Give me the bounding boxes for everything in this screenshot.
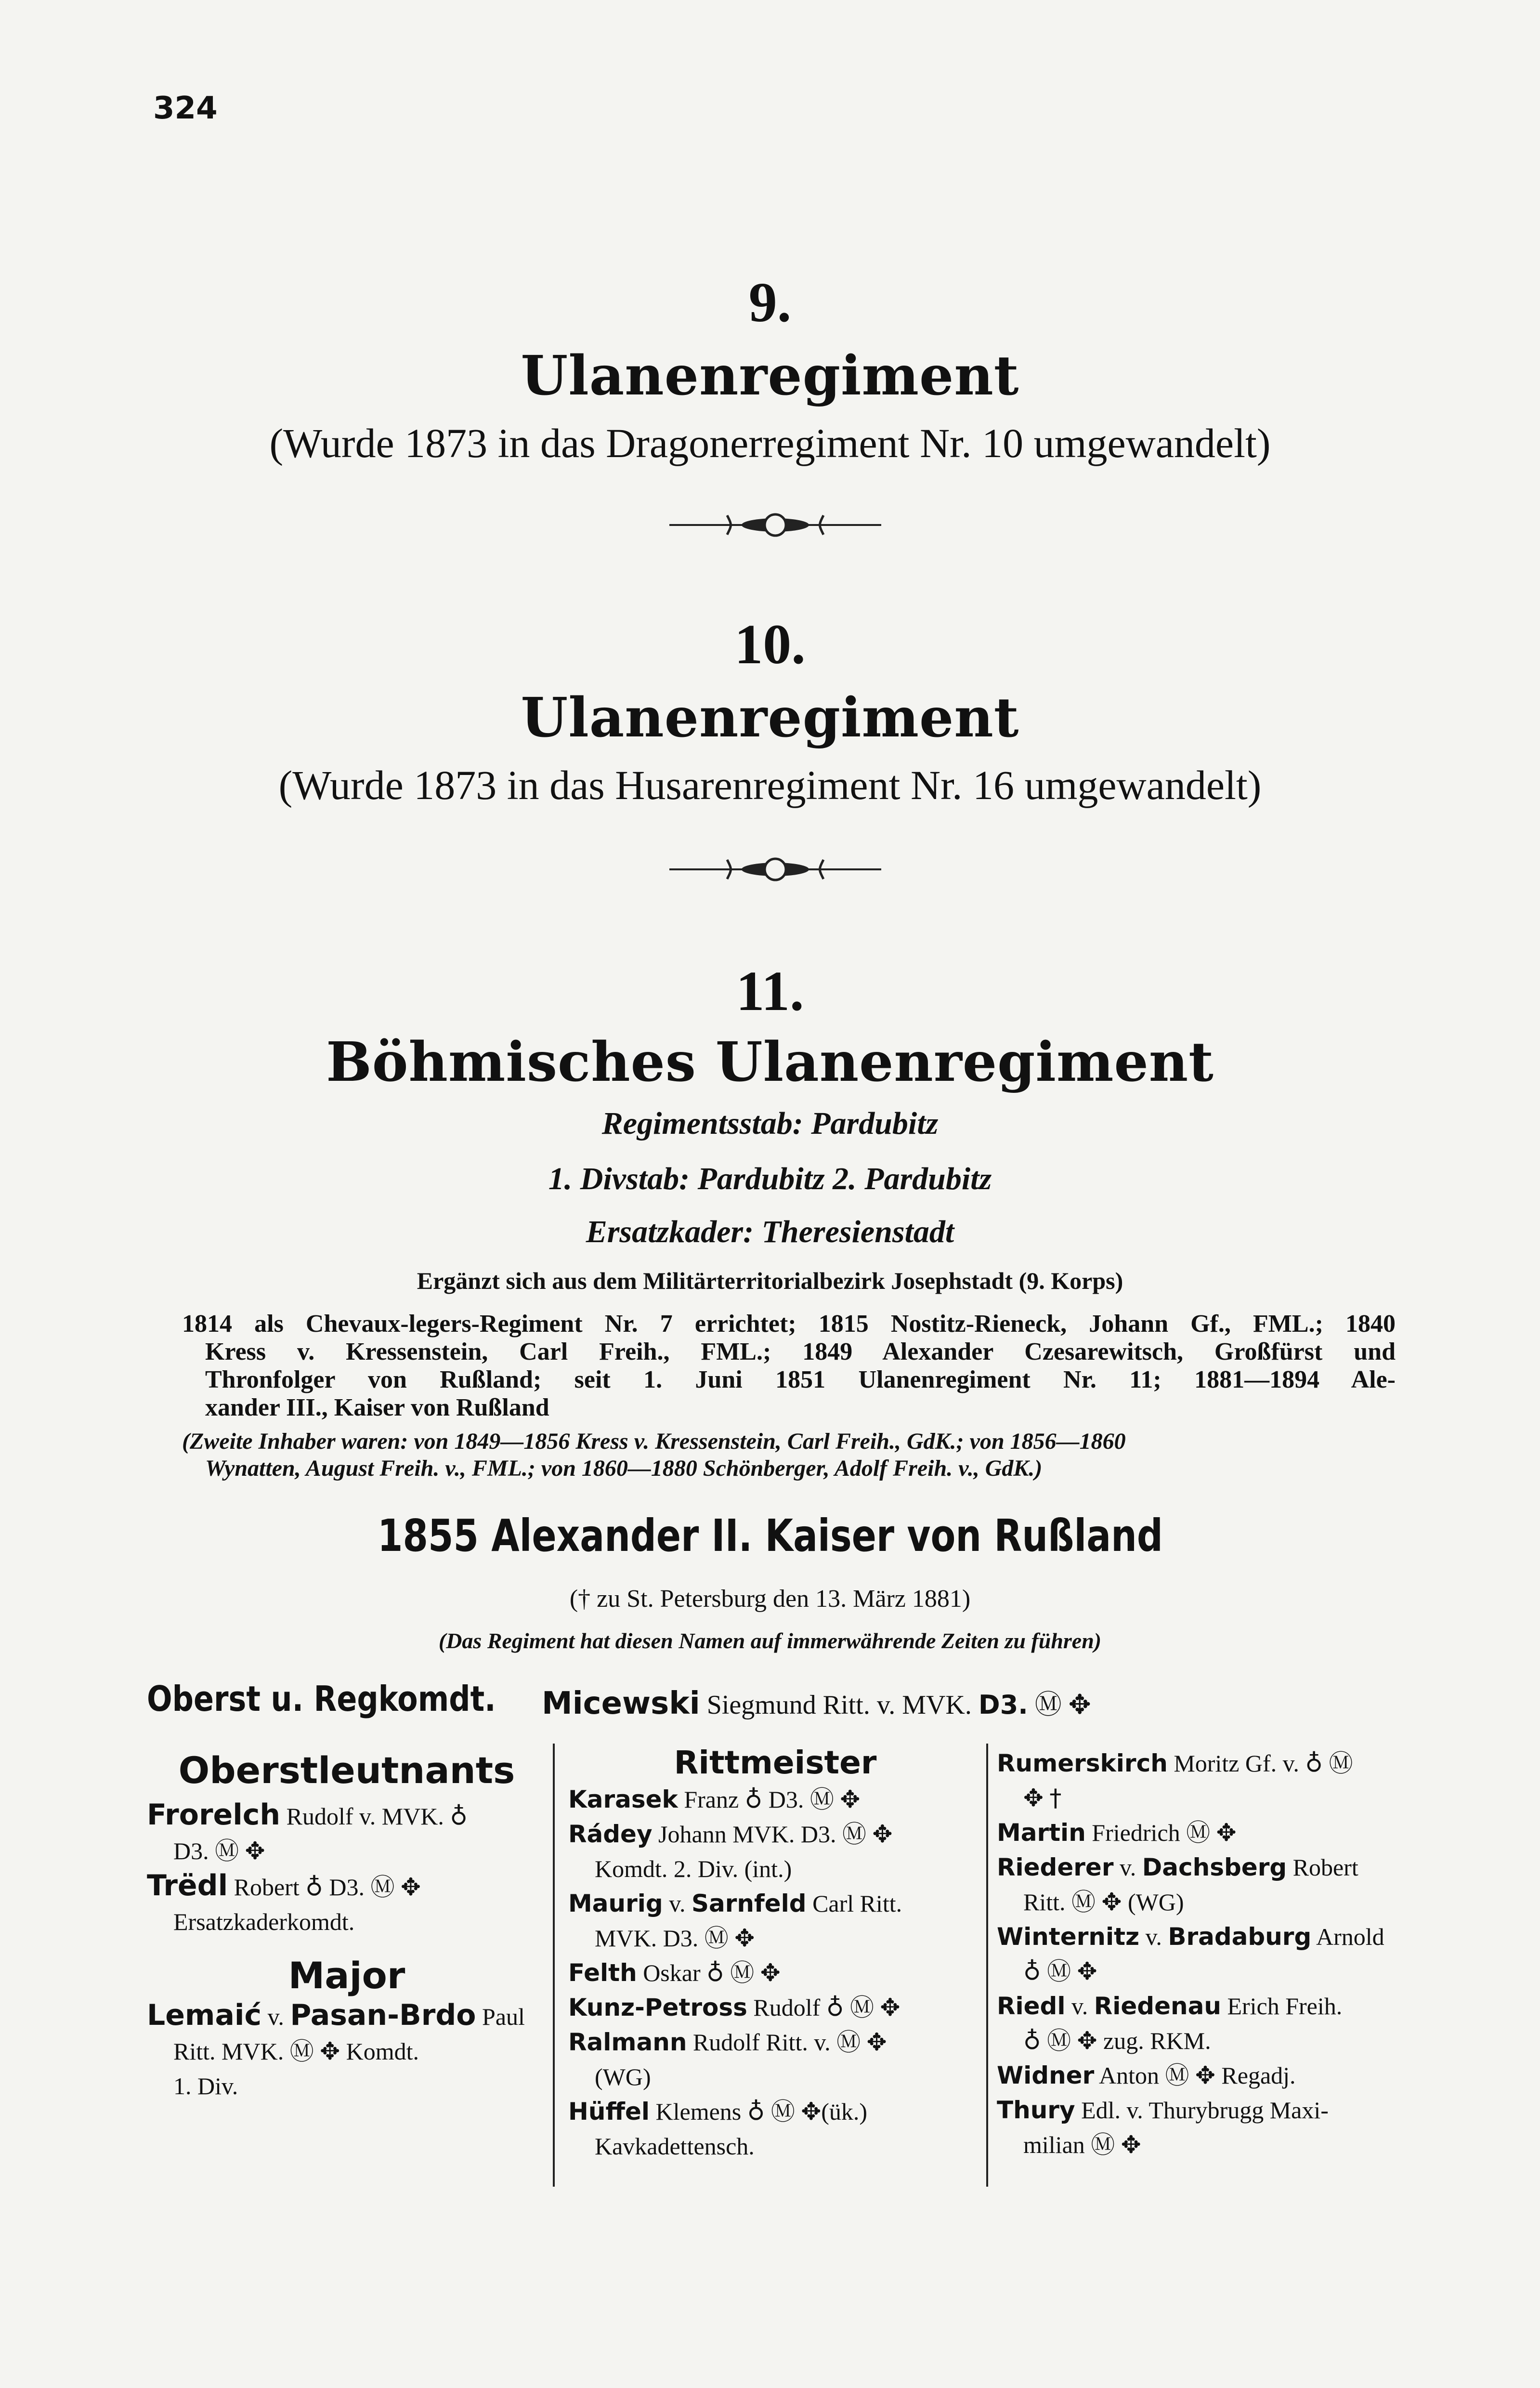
section-10-title: Ulanenregiment <box>521 686 1019 749</box>
history-line: xander III., Kaiser von Rußland <box>205 1394 549 1421</box>
medal-m-icon: Ⓜ <box>704 1924 729 1952</box>
history-line: Kress v. Kressenstein, Carl Freih., FML.; 1849 Alexander Czesarewitsch, Großfürst und <box>205 1338 1396 1365</box>
cross-icon: ✥ <box>245 1837 265 1865</box>
person-name: Martin <box>997 1819 1086 1847</box>
award-icon: ♁ <box>450 1802 468 1830</box>
medal-m-icon: Ⓜ <box>770 2098 795 2126</box>
division-stab: 1. Divstab: Pardubitz 2. Pardubitz <box>548 1161 992 1196</box>
person-rank: Klemens <box>655 2098 742 2125</box>
person-rank: Robert <box>234 1874 300 1901</box>
person-rank: Paul <box>482 2003 525 2030</box>
dagger-icon: † <box>1049 1784 1062 1812</box>
cross-icon: ✥ <box>1216 1819 1237 1847</box>
person-rank: Rudolf <box>753 1994 821 2021</box>
cross-icon: ✥ <box>1195 2061 1215 2089</box>
award-icon: ♁ <box>747 2098 765 2126</box>
medal-m-icon: Ⓜ <box>836 2028 861 2056</box>
person-name: Pasan-Brdo <box>290 1998 476 2032</box>
decoration: D3. <box>663 1925 699 1952</box>
heading-rittmeister: Rittmeister <box>674 1744 877 1781</box>
ornament-divider <box>669 511 881 539</box>
section-9-title: Ulanenregiment <box>521 344 1019 407</box>
person-name: Riedenau <box>1094 1992 1221 2020</box>
person-name: Maurig <box>568 1889 663 1917</box>
person-rank: Anton <box>1099 2062 1159 2089</box>
medal-m-icon: Ⓜ <box>370 1873 395 1901</box>
person-rank: Carl Ritt. <box>812 1890 902 1917</box>
section-9-note: (Wurde 1873 in das Dragonerregiment Nr. 10 umgewandelt) <box>269 420 1271 466</box>
oberst-name: Micewski <box>542 1686 700 1721</box>
ergaenzung: Ergänzt sich aus dem Militärterritorialbezirk Josephstadt (9. Korps) <box>417 1267 1123 1294</box>
cross-icon: ✥ <box>320 2037 340 2065</box>
ornament-divider <box>669 855 881 884</box>
person-role: (WG) <box>595 2063 651 2090</box>
cross-icon: ✥ <box>801 2098 822 2126</box>
person-name: Karasek <box>568 1785 678 1813</box>
person-name: Riedl <box>997 1992 1066 2020</box>
decoration: D3. <box>800 1821 836 1848</box>
medal-m-icon: Ⓜ <box>1071 1888 1096 1916</box>
person-name: Riederer <box>997 1853 1114 1881</box>
column-divider <box>986 1744 988 2187</box>
person-role: Komdt. 2. Div. (int.) <box>595 1855 792 1882</box>
person-rank: milian <box>1023 2131 1085 2158</box>
decoration: D3. <box>173 1837 209 1864</box>
cross-icon: ✥ <box>872 1820 893 1848</box>
person-role: Kavkadettensch. <box>595 2133 755 2160</box>
medal-m-icon: Ⓜ <box>215 1837 239 1865</box>
person-name: Lemaić <box>147 1998 262 2032</box>
person-rank: Oskar <box>643 1959 701 1986</box>
person-name: Bradaburg <box>1168 1923 1312 1951</box>
oberst-rest: Siegmund Ritt. v. MVK. <box>706 1690 972 1720</box>
name-particle: v. <box>1119 1854 1136 1881</box>
person-name: Frorelch <box>147 1798 281 1832</box>
cross-icon: ✥ <box>1101 1888 1122 1916</box>
oberst-line <box>147 1679 513 1719</box>
person-name: Felth <box>568 1959 637 1987</box>
name-particle: v. <box>1145 1923 1162 1950</box>
decoration: D3. <box>768 1786 804 1813</box>
medal-m-icon: Ⓜ <box>1047 2027 1071 2055</box>
person-rank: Edl. v. Thurybrugg Maxi- <box>1081 2097 1329 2124</box>
cross-icon: ✥ <box>1121 2131 1141 2159</box>
person-role: Ersatzkaderkomdt. <box>173 1908 355 1935</box>
award-icon: ♁ <box>1023 1957 1041 1985</box>
inhaber-line: (Zweite Inhaber waren: von 1849—1856 Kress v. Kressenstein, Carl Freih., GdK.; von 1856—1860 <box>182 1429 1126 1454</box>
cross-icon: ✥ <box>1068 1689 1091 1720</box>
person-role: Regadj. <box>1221 2062 1296 2089</box>
medal-m-icon: Ⓜ <box>1034 1689 1062 1720</box>
name-particle: v. <box>669 1890 686 1917</box>
history-line: Thronfolger von Rußland; seit 1. Juni 1851 Ulanenregiment Nr. 11; 1881—1894 Ale- <box>205 1366 1396 1393</box>
medal-m-icon: Ⓜ <box>849 1994 874 2021</box>
person-name: Trëdl <box>147 1869 228 1903</box>
medal-m-icon: Ⓜ <box>1047 1957 1071 1985</box>
regiment-owner-wrap <box>0 1510 1540 1561</box>
medal-m-icon: Ⓜ <box>1165 2061 1189 2089</box>
column-divider <box>553 1744 555 2187</box>
person-role: (WG) <box>1127 1889 1184 1916</box>
medal-m-icon: Ⓜ <box>1186 1819 1211 1847</box>
person-rank: Ritt. <box>1023 1889 1066 1916</box>
award-icon: ♁ <box>706 1959 724 1987</box>
regiment-stab: Regimentsstab: Pardubitz <box>601 1106 939 1141</box>
person-name: Thury <box>997 2096 1075 2124</box>
cross-icon: ✥ <box>734 1924 755 1952</box>
history-line: 1814 als Chevaux-legers-Regiment Nr. 7 errichtet; 1815 Nostitz-Rieneck, Johann Gf., FML.; 1840 <box>182 1310 1396 1338</box>
cross-icon: ✥ <box>400 1873 421 1901</box>
name-particle: v. <box>267 2003 284 2030</box>
award-icon: ♁ <box>744 1785 763 1813</box>
person-rank: Arnold <box>1316 1923 1384 1950</box>
person-name: Rumerskirch <box>997 1749 1168 1777</box>
right-column <box>997 1746 1416 2162</box>
person-role: (ük.) <box>821 2098 868 2125</box>
heading-major: Major <box>288 1954 405 1997</box>
person-name: Sarnfeld <box>691 1889 807 1917</box>
left-column <box>147 1749 547 2103</box>
regiment-history <box>182 1310 1396 1422</box>
person-name: Widner <box>997 2061 1095 2089</box>
person-rank: Friedrich <box>1092 1819 1180 1846</box>
decoration: D3. <box>329 1874 365 1901</box>
person-role: zug. RKM. <box>1103 2027 1211 2054</box>
person-rank: Ritt. MVK. <box>173 2038 284 2065</box>
inhaber-note <box>182 1428 1396 1482</box>
person-name: Winternitz <box>997 1923 1140 1951</box>
medal-m-icon: Ⓜ <box>842 1820 866 1848</box>
person-rank: MVK. <box>595 1925 657 1952</box>
person-name: Rádey <box>568 1820 653 1848</box>
cross-icon: ✥ <box>760 1959 781 1987</box>
person-name: Kunz-Petross <box>568 1994 747 2021</box>
medal-m-icon: Ⓜ <box>289 2037 314 2065</box>
medal-m-icon: Ⓜ <box>809 1785 834 1813</box>
person-name: Dachsberg <box>1142 1853 1287 1881</box>
person-name: Ralmann <box>568 2028 687 2056</box>
person-rank: Franz <box>684 1786 739 1813</box>
cross-icon: ✥ <box>1077 1957 1097 1985</box>
inhaber-line: Wynatten, August Freih. v., FML.; von 1860—1880 Schönberger, Adolf Freih. v., GdK.) <box>205 1456 1043 1481</box>
page-number: 324 <box>153 91 218 126</box>
person-rank: Robert <box>1292 1854 1358 1881</box>
award-icon: ♁ <box>1023 2027 1041 2055</box>
oberst-label: Oberst u. Regkomdt. <box>147 1679 496 1719</box>
cross-icon: ✥ <box>840 1785 861 1813</box>
person-role: Komdt. <box>346 2038 419 2065</box>
heading-oberstleutnants: Oberstleutnants <box>178 1749 515 1792</box>
ersatzkader: Ersatzkader: Theresienstadt <box>586 1214 954 1249</box>
person-role: 1. Div. <box>173 2073 238 2099</box>
cross-icon: ✥ <box>1023 1784 1044 1812</box>
person-rank: Rudolf Ritt. v. <box>692 2029 831 2056</box>
award-icon: ♁ <box>826 1994 844 2021</box>
owner-note: (Das Regiment hat diesen Namen auf immerwährende Zeiten zu führen) <box>438 1628 1102 1653</box>
cross-icon: ✥ <box>1077 2027 1097 2055</box>
regiment-number: 11. <box>736 959 804 1023</box>
owner-death: († zu St. Petersburg den 13. März 1881) <box>569 1585 971 1613</box>
regiment-owner: 1855 Alexander II. Kaiser von Rußland <box>377 1510 1163 1561</box>
oberst-entry <box>542 1683 1091 1722</box>
person-rank: Rudolf v. MVK. <box>286 1803 444 1830</box>
person-rank: Erich Freih. <box>1227 1993 1343 2020</box>
medal-m-icon: Ⓜ <box>730 1959 755 1987</box>
oberst-d3: D3. <box>978 1690 1028 1720</box>
award-icon: ♁ <box>1305 1749 1323 1777</box>
award-icon: ♁ <box>305 1873 323 1901</box>
medal-m-icon: Ⓜ <box>1329 1749 1353 1777</box>
cross-icon: ✥ <box>880 1994 901 2021</box>
cross-icon: ✥ <box>866 2028 887 2056</box>
medal-m-icon: Ⓜ <box>1091 2131 1115 2159</box>
regiment-title: Böhmisches Ulanenregiment <box>326 1031 1214 1094</box>
name-particle: v. <box>1071 1993 1088 2020</box>
person-rank: Moritz Gf. v. <box>1174 1750 1299 1777</box>
person-rank: Johann MVK. <box>658 1821 795 1848</box>
person-name: Hüffel <box>568 2098 650 2126</box>
middle-column <box>568 1744 982 2164</box>
section-9-number: 9. <box>748 271 792 334</box>
section-10-note: (Wurde 1873 in das Husarenregiment Nr. 16 umgewandelt) <box>278 762 1262 808</box>
section-10-number: 10. <box>734 613 806 676</box>
